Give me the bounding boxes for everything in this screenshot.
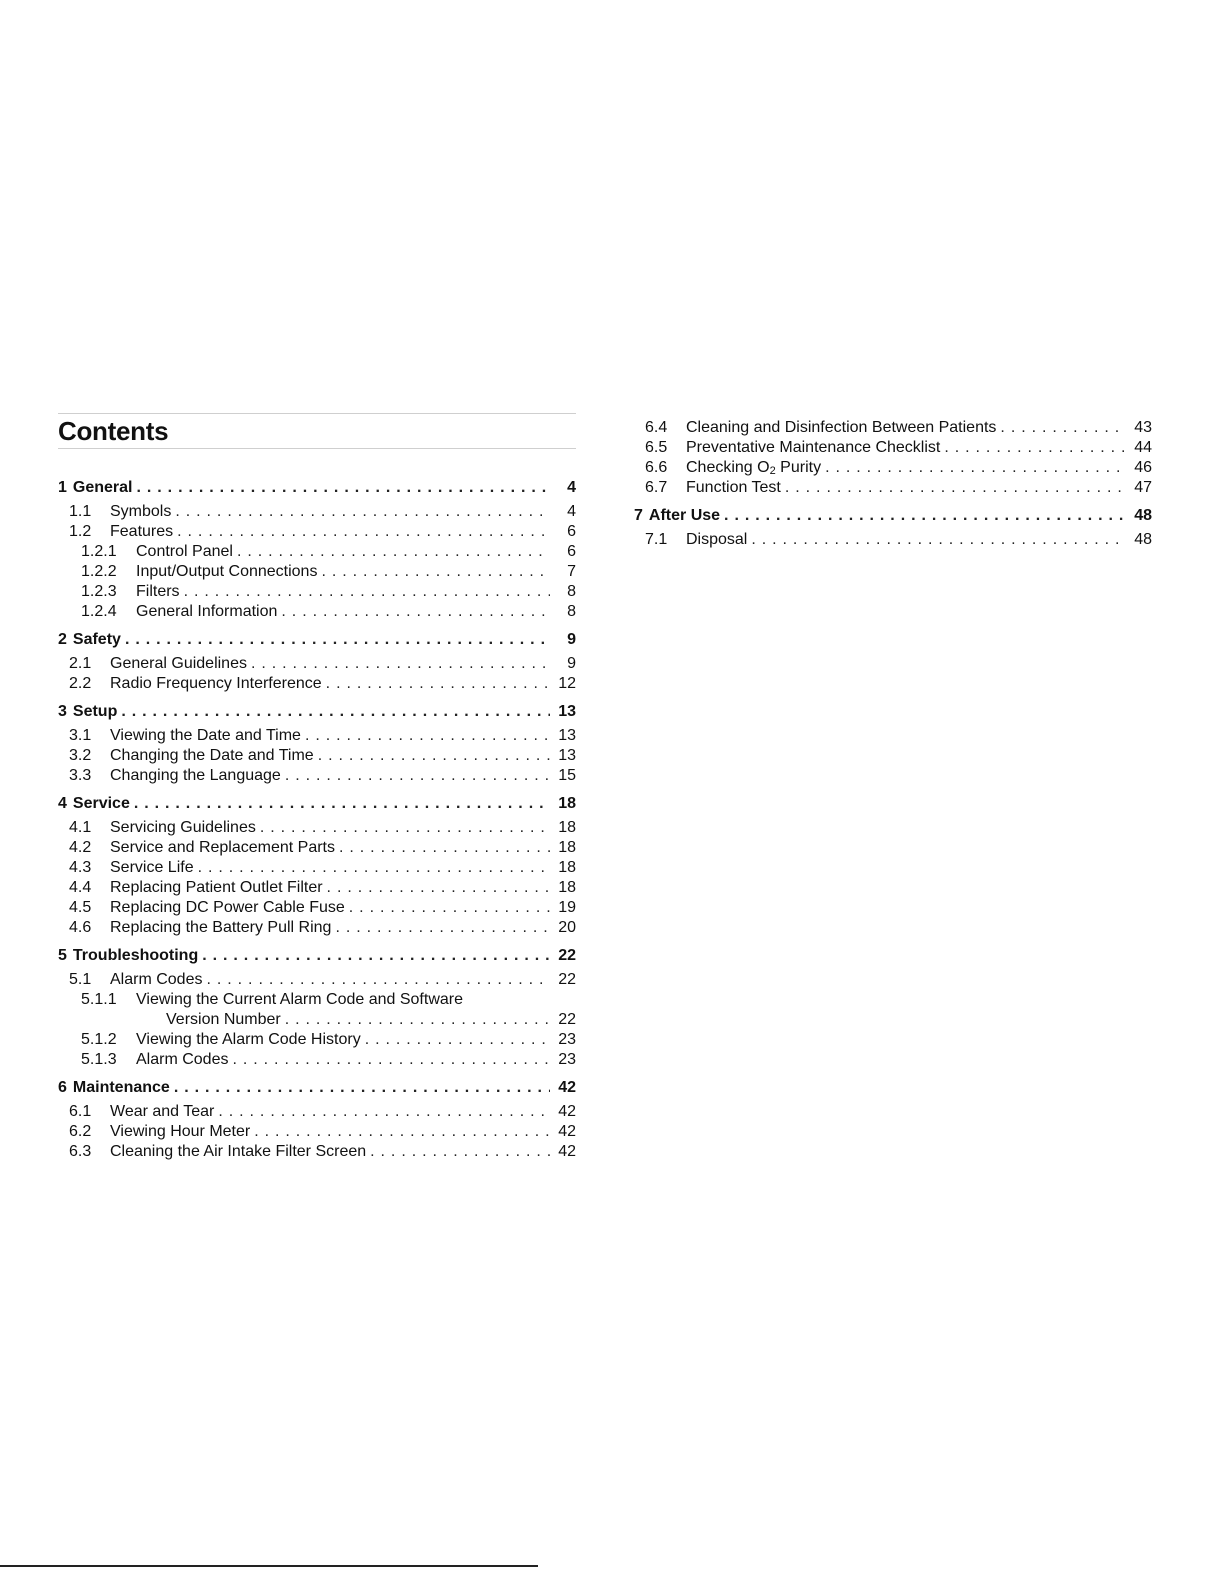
toc-entry-title-text: Service <box>72 795 130 812</box>
toc-entry[interactable] <box>58 1122 576 1142</box>
toc-entry-number: 1.2.2 <box>81 563 117 580</box>
toc-entry-number: 4.4 <box>69 879 92 896</box>
toc-entry-title <box>110 502 171 522</box>
toc-entry[interactable] <box>634 418 1152 438</box>
toc-entry-page: 48 <box>1134 507 1152 524</box>
dot-leader <box>174 1078 550 1098</box>
toc-entry-title-text: Replacing Patient Outlet Filter <box>110 879 323 896</box>
toc-entry-number: 4.2 <box>69 839 92 856</box>
toc-entry-title-text: Viewing Hour Meter <box>110 1123 251 1140</box>
toc-entry[interactable] <box>58 766 576 786</box>
toc-entry-page: 20 <box>558 919 576 936</box>
toc-entry[interactable] <box>58 542 576 562</box>
toc-entry[interactable] <box>58 602 576 622</box>
toc-chapter[interactable] <box>58 478 576 498</box>
toc-entry-number: 3.1 <box>69 727 92 744</box>
dot-leader <box>137 478 551 498</box>
toc-entry-number: 4.1 <box>69 819 92 836</box>
toc-entry-title-text: Safety <box>72 631 121 648</box>
toc-entry-title <box>110 858 194 878</box>
toc-entry[interactable] <box>58 726 576 746</box>
toc-entry-page: 42 <box>558 1079 576 1096</box>
toc-entry-number: 3.2 <box>69 747 92 764</box>
toc-entry-number: 5.1 <box>69 971 92 988</box>
dot-leader <box>260 818 550 838</box>
dot-leader <box>121 702 550 722</box>
toc-entry[interactable] <box>58 562 576 582</box>
toc-entry-page: 42 <box>558 1123 576 1140</box>
toc-entry-page: 18 <box>558 879 576 896</box>
toc-entry-page: 18 <box>558 795 576 812</box>
toc-entry-title <box>110 1102 214 1122</box>
dot-leader <box>125 630 550 650</box>
toc-entry-number: 6.2 <box>69 1123 92 1140</box>
toc-entry-title <box>136 602 277 622</box>
toc-entry[interactable] <box>58 1030 576 1050</box>
toc-entry-page: 8 <box>567 603 576 620</box>
toc-entry-title-text: General <box>72 479 133 496</box>
footer-rule <box>0 1565 538 1567</box>
toc-chapter[interactable] <box>58 630 576 650</box>
toc-entry-number: 1.2.1 <box>81 543 117 560</box>
toc-entry-title-text: General Guidelines <box>110 655 247 672</box>
toc-entry-title <box>110 654 247 674</box>
dot-leader <box>339 838 550 858</box>
toc-entry-title-text: Service and Replacement Parts <box>110 839 335 856</box>
toc-entry-page: 42 <box>558 1103 576 1120</box>
toc-entry-title <box>73 478 133 498</box>
toc-entry-title <box>110 898 345 918</box>
toc-entry[interactable] <box>58 674 576 694</box>
dot-leader <box>206 970 550 990</box>
toc-left-column <box>58 478 576 1162</box>
toc-entry-title <box>686 438 940 458</box>
toc-entry-title <box>136 542 233 562</box>
toc-entry[interactable] <box>58 522 576 542</box>
toc-entry-page: 7 <box>567 563 576 580</box>
toc-chapter[interactable] <box>634 506 1152 526</box>
toc-entry[interactable] <box>634 458 1152 478</box>
toc-entry[interactable] <box>58 1050 576 1070</box>
toc-entry[interactable] <box>58 990 576 1010</box>
dot-leader <box>285 766 550 786</box>
dot-leader <box>177 522 550 542</box>
toc-entry-title <box>110 746 314 766</box>
toc-entry-title-text: Servicing Guidelines <box>110 819 256 836</box>
dot-leader <box>254 1122 550 1142</box>
toc-entry-title-text: Symbols <box>110 503 172 520</box>
toc-entry-page: 18 <box>558 859 576 876</box>
dot-leader <box>202 946 550 966</box>
toc-entry-title-text: Disposal <box>686 531 748 548</box>
toc-entry-title-text: Changing the Language <box>110 767 281 784</box>
toc-entry-title <box>73 794 130 814</box>
toc-entry-title-text: Wear and Tear <box>110 1103 215 1120</box>
toc-entry-page: 15 <box>558 767 576 784</box>
dot-leader <box>134 794 550 814</box>
toc-right-column <box>634 418 1152 550</box>
toc-entry-title-text: Cleaning and Disinfection Between Patients <box>686 419 997 436</box>
toc-entry-title-text: Changing the Date and Time <box>110 747 314 764</box>
toc-entry-title <box>649 506 720 526</box>
toc-entry-number: 2.2 <box>69 675 92 692</box>
dot-leader <box>237 542 550 562</box>
toc-entry-page: 47 <box>1134 479 1152 496</box>
toc-entry-title-text: Checking O <box>686 459 770 476</box>
toc-entry-title-text: Radio Frequency Interference <box>110 675 322 692</box>
toc-entry-number: 6.1 <box>69 1103 92 1120</box>
toc-entry-title <box>73 1078 170 1098</box>
dot-leader <box>370 1142 550 1162</box>
toc-entry-number: 5.1.2 <box>81 1031 117 1048</box>
toc-entry[interactable] <box>634 438 1152 458</box>
toc-entry-page: 43 <box>1134 419 1152 436</box>
toc-chapter[interactable] <box>58 794 576 814</box>
toc-entry-title-text: Control Panel <box>136 543 233 560</box>
dot-leader <box>365 1030 550 1050</box>
toc-entry-number: 4.3 <box>69 859 92 876</box>
toc-entry-page: 46 <box>1134 459 1152 476</box>
toc-entry-title-text: Service Life <box>110 859 194 876</box>
toc-entry-page: 22 <box>558 947 576 964</box>
toc-entry[interactable] <box>58 746 576 766</box>
toc-entry-title <box>110 766 281 786</box>
dot-leader <box>327 878 550 898</box>
toc-entry-page: 9 <box>567 631 576 648</box>
toc-entry-title-continued: Version Number <box>166 1011 281 1028</box>
toc-entry-page: 6 <box>567 523 576 540</box>
dot-leader <box>305 726 550 746</box>
toc-entry-number: 4.5 <box>69 899 92 916</box>
toc-entry-page: 4 <box>567 479 576 496</box>
toc-entry-number: 1 <box>58 479 67 496</box>
toc-entry-title <box>136 582 180 602</box>
toc-entry-title-text: Alarm Codes <box>110 971 203 988</box>
toc-entry-page: 6 <box>567 543 576 560</box>
toc-entry-number: 1.2.4 <box>81 603 117 620</box>
toc-entry-title <box>110 818 256 838</box>
dot-leader <box>326 674 550 694</box>
dot-leader <box>751 530 1126 550</box>
toc-entry-title <box>686 530 747 550</box>
toc-entry[interactable] <box>58 898 576 918</box>
toc-entry-page: 18 <box>558 819 576 836</box>
toc-entry-number: 1.1 <box>69 503 92 520</box>
toc-entry-number: 5.1.3 <box>81 1051 117 1068</box>
toc-entry-number: 6.4 <box>645 419 668 436</box>
toc-entry[interactable] <box>58 1102 576 1122</box>
toc-entry[interactable] <box>58 654 576 674</box>
subscript-text: 2 <box>769 465 776 477</box>
toc-entry[interactable] <box>634 478 1152 498</box>
dot-leader <box>281 602 550 622</box>
dot-leader <box>335 918 550 938</box>
dot-leader <box>285 1010 550 1030</box>
toc-entry[interactable] <box>58 582 576 602</box>
toc-entry[interactable] <box>58 970 576 990</box>
page-title: Contents <box>58 416 169 446</box>
toc-entry-title <box>110 878 323 898</box>
dot-leader <box>184 582 550 602</box>
toc-entry-page: 22 <box>558 971 576 988</box>
toc-entry-number: 1.2.3 <box>81 583 117 600</box>
toc-entry-title-text: Input/Output Connections <box>136 563 318 580</box>
toc-entry-title <box>136 1050 228 1070</box>
toc-entry-title-text: Replacing DC Power Cable Fuse <box>110 899 345 916</box>
dot-leader <box>944 438 1126 458</box>
toc-entry-page: 48 <box>1134 531 1152 548</box>
toc-entry-title-text: Filters <box>136 583 180 600</box>
toc-entry-title-text: Function Test <box>686 479 781 496</box>
toc-entry-page: 13 <box>558 727 576 744</box>
toc-entry-page: 8 <box>567 583 576 600</box>
toc-chapter[interactable] <box>58 1078 576 1098</box>
toc-entry-page: 19 <box>558 899 576 916</box>
dot-leader <box>1000 418 1126 438</box>
toc-entry-number: 6.3 <box>69 1143 92 1160</box>
toc-entry-page: 13 <box>558 747 576 764</box>
toc-entry-number: 5 <box>58 947 67 964</box>
toc-entry-title-text: Viewing the Date and Time <box>110 727 301 744</box>
toc-entry-title-text: Replacing the Battery Pull Ring <box>110 919 332 936</box>
dot-leader <box>785 478 1126 498</box>
toc-entry[interactable] <box>58 838 576 858</box>
toc-entry-page: 13 <box>558 703 576 720</box>
toc-entry-number: 7 <box>634 507 643 524</box>
toc-entry-title <box>686 418 996 438</box>
toc-entry-page: 23 <box>558 1051 576 1068</box>
dot-leader <box>724 506 1126 526</box>
dot-leader <box>232 1050 550 1070</box>
toc-entry[interactable] <box>634 530 1152 550</box>
toc-entry-number: 1.2 <box>69 523 92 540</box>
toc-entry-title <box>110 674 322 694</box>
toc-entry-title <box>110 1142 366 1162</box>
toc-entry-title <box>136 1030 361 1050</box>
toc-entry[interactable] <box>58 818 576 838</box>
dot-leader <box>198 858 550 878</box>
dot-leader <box>321 562 550 582</box>
toc-entry-title <box>73 946 198 966</box>
toc-entry-title-text: Viewing the Alarm Code History <box>136 1031 361 1048</box>
toc-entry[interactable] <box>58 878 576 898</box>
toc-entry-number: 3 <box>58 703 67 720</box>
toc-entry[interactable] <box>58 858 576 878</box>
toc-entry-page: 44 <box>1134 439 1152 456</box>
toc-entry-title <box>686 458 821 478</box>
toc-entry-number: 4 <box>58 795 67 812</box>
toc-entry-page: 22 <box>558 1011 576 1028</box>
toc-entry[interactable] <box>58 918 576 938</box>
toc-entry-number: 2 <box>58 631 67 648</box>
toc-chapter[interactable] <box>58 946 576 966</box>
dot-leader <box>251 654 550 674</box>
toc-entry-page: 4 <box>567 503 576 520</box>
toc-entry-title <box>73 702 117 722</box>
toc-entry-title <box>73 630 121 650</box>
dot-leader <box>175 502 550 522</box>
toc-entry-title <box>110 970 202 990</box>
toc-entry-title-suffix: Purity <box>775 459 822 476</box>
heading-top-rule <box>58 413 576 414</box>
toc-entry-title-text: Features <box>110 523 174 540</box>
toc-entry-number: 6 <box>58 1079 67 1096</box>
toc-entry-number: 6.5 <box>645 439 668 456</box>
toc-entry-title-text: General Information <box>136 603 278 620</box>
toc-entry-title <box>136 562 317 582</box>
toc-entry-title <box>110 522 173 542</box>
toc-entry[interactable] <box>58 1142 576 1162</box>
toc-entry-page: 9 <box>567 655 576 672</box>
toc-entry-title <box>110 838 335 858</box>
toc-entry-title <box>110 726 301 746</box>
toc-entry-page: 23 <box>558 1031 576 1048</box>
dot-leader <box>318 746 550 766</box>
toc-entry-number: 4.6 <box>69 919 92 936</box>
toc-entry-title-text: Maintenance <box>72 1079 170 1096</box>
toc-entry-number: 3.3 <box>69 767 92 784</box>
dot-leader <box>349 898 550 918</box>
toc-entry-number: 6.6 <box>645 459 668 476</box>
toc-entry-page: 12 <box>558 675 576 692</box>
toc-entry-number: 2.1 <box>69 655 92 672</box>
toc-entry-title <box>110 1122 250 1142</box>
toc-entry-page: 42 <box>558 1143 576 1160</box>
toc-entry-title <box>686 478 781 498</box>
toc-entry-title <box>110 918 331 938</box>
dot-leader <box>825 458 1126 478</box>
heading-bottom-rule <box>58 448 576 449</box>
toc-entry-number: 6.7 <box>645 479 668 496</box>
toc-entry[interactable] <box>58 502 576 522</box>
toc-entry-continuation[interactable] <box>58 1010 576 1030</box>
toc-entry-number: 5.1.1 <box>81 991 117 1008</box>
toc-chapter[interactable] <box>58 702 576 722</box>
toc-entry-title: Viewing the Current Alarm Code and Software <box>136 991 463 1008</box>
toc-entry-title-text: Preventative Maintenance Checklist <box>686 439 941 456</box>
toc-entry-title-text: Setup <box>72 703 118 720</box>
toc-entry-page: 18 <box>558 839 576 856</box>
toc-entry-number: 7.1 <box>645 531 668 548</box>
dot-leader <box>218 1102 550 1122</box>
toc-entry-title-text: Troubleshooting <box>72 947 199 964</box>
toc-entry-title-text: Cleaning the Air Intake Filter Screen <box>110 1143 367 1160</box>
toc-entry-title-text: After Use <box>648 507 721 524</box>
toc-entry-title-text: Alarm Codes <box>136 1051 229 1068</box>
